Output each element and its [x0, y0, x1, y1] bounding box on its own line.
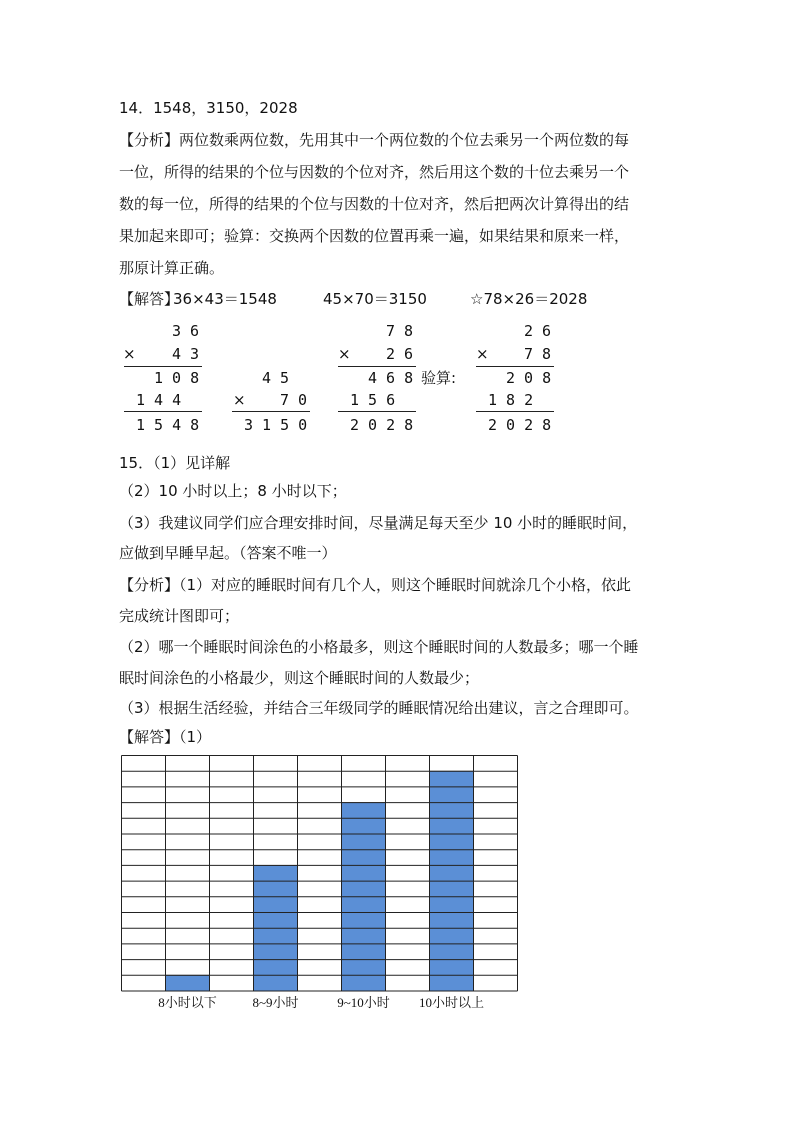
calc-partial-1: 2 0 8: [506, 369, 552, 387]
calc-result: 1 5 4 8: [136, 416, 200, 434]
q15-header: 15．（1）见详解: [119, 454, 231, 472]
category-label: 8~9小时: [252, 995, 299, 1010]
q14-answer-label: 【解答】: [119, 290, 180, 308]
calc-multiplicand: 2 6: [524, 322, 552, 340]
q15-line: 完成统计图即可；: [119, 607, 240, 625]
q14-analysis-line: 数的每一位，所得的结果的个位与因数的十位对齐，然后把两次计算得出的结: [119, 195, 630, 213]
calc-multiplicand: 4 5: [262, 369, 290, 387]
times-sign: ×: [233, 391, 246, 409]
q15-line: 眠时间涂色的小格最少，则这个睡眠时间的人数最少；: [119, 669, 480, 687]
q15-line: （3）我建议同学们应合理安排时间，尽量满足每天至少 10 小时的睡眠时间，: [119, 514, 638, 532]
calc-rule: [124, 366, 202, 367]
calc-result: 3 1 5 0: [244, 416, 308, 434]
calc-multiplier: 7 0: [280, 391, 308, 409]
calc-rule: [124, 411, 202, 412]
calc-rule: [338, 411, 416, 412]
category-label: 8小时以下: [158, 995, 217, 1010]
times-sign: ×: [338, 345, 351, 363]
calc-result: 2 0 2 8: [488, 416, 552, 434]
calc-partial-2: 1 8 2: [488, 391, 534, 409]
category-label: 10小时以上: [418, 995, 485, 1010]
calc-multiplicand: 3 6: [172, 322, 200, 340]
times-sign: ×: [123, 345, 136, 363]
sleep-time-bar-chart: [121, 755, 521, 1020]
calc-rule: [476, 411, 554, 412]
q15-line: （2）10 小时以上；8 小时以下；: [119, 482, 347, 500]
times-sign: ×: [476, 345, 489, 363]
q14-analysis-line: 一位，所得的结果的个位与因数的个位对齐，然后用这个数的十位去乘另一个: [119, 163, 630, 181]
q15-line: （2）哪一个睡眠时间涂色的小格最多，则这个睡眠时间的人数最多；哪一个睡: [119, 638, 639, 656]
q15-line: （3）根据生活经验，并结合三年级同学的睡眠情况给出建议，言之合理即可。: [119, 699, 639, 717]
bar-1: [166, 975, 210, 991]
q14-equation-2: 45×70＝3150: [323, 290, 427, 308]
q14-equation-1: 36×43＝1548: [173, 290, 277, 308]
q15-line: 【解答】（1）: [119, 728, 212, 746]
calc-multiplier: 2 6: [386, 345, 414, 363]
calc-partial-1: 4 6 8: [368, 369, 414, 387]
calc-multiplicand: 7 8: [386, 322, 414, 340]
calc-rule: [338, 366, 416, 367]
calc-multiplier: 7 8: [524, 345, 552, 363]
q15-line: 【分析】（1）对应的睡眠时间有几个人，则这个睡眠时间就涂几个小格，依此: [119, 576, 632, 594]
calc-partial-2: 1 5 6: [350, 391, 396, 409]
category-label: 9~10小时: [337, 995, 390, 1010]
calc-partial-1: 1 0 8: [154, 369, 200, 387]
q14-header: 14．1548，3150，2028: [119, 99, 298, 117]
q14-equation-3: ☆78×26＝2028: [470, 290, 588, 308]
q14-analysis-line: 果加起来即可；验算：交换两个因数的位置再乘一遍，如果结果和原来一样，: [119, 227, 630, 245]
calc-multiplier: 4 3: [172, 345, 200, 363]
calc-rule: [232, 411, 310, 412]
calc-partial-2: 1 4 4: [136, 391, 182, 409]
calc-rule: [476, 366, 554, 367]
verify-label: 验算:: [421, 369, 457, 387]
q14-analysis-line: 那原计算正确。: [119, 259, 225, 277]
q14-analysis-line: 【分析】两位数乘两位数，先用其中一个两位数的个位去乘另一个两位数的每: [119, 131, 630, 149]
calc-result: 2 0 2 8: [350, 416, 414, 434]
q15-line: 应做到早睡早起。（答案不唯一）: [119, 544, 337, 562]
